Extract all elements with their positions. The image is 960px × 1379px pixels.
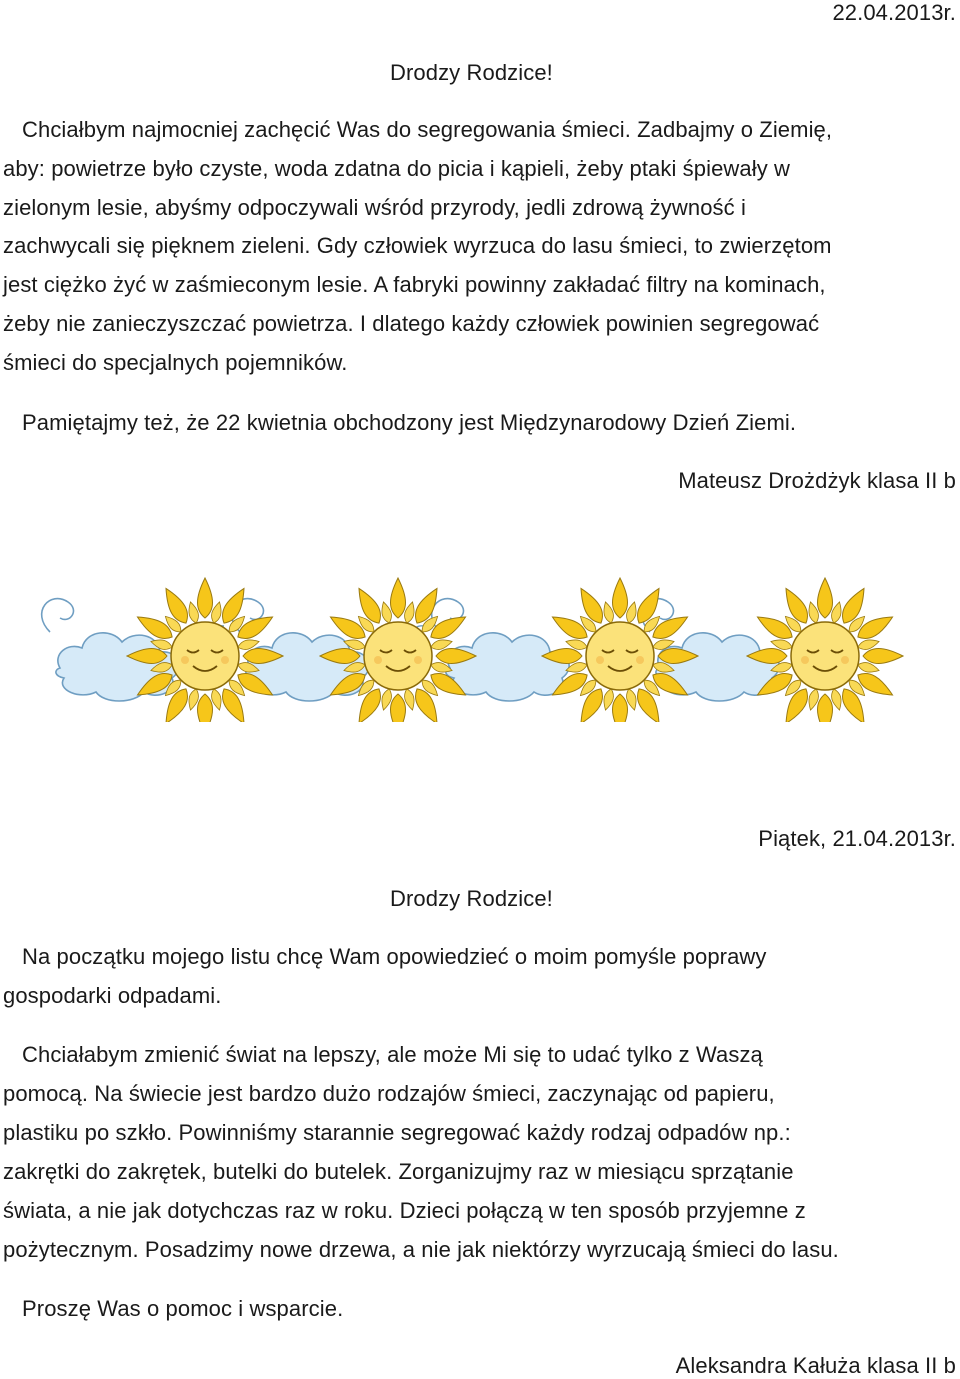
letter2-text-line: Chciałabym zmienić świat na lepszy, ale może Mi się to udać tylko z Waszą — [22, 1042, 763, 1067]
letter2-text-line: Na początku mojego listu chcę Wam opowiedzieć o moim pomyśle poprawy — [22, 944, 767, 969]
letter1-text-line: żeby nie zanieczyszczać powietrza. I dlatego każdy człowiek powinien segregować — [3, 311, 820, 336]
letter2-text-line: plastiku po szkło. Powinniśmy starannie segregować każdy rodzaj odpadów np.: — [3, 1120, 791, 1145]
letter1-text-line: śmieci do specjalnych pojemników. — [3, 350, 348, 375]
letter1-text-line: aby: powietrze było czyste, woda zdatna do picia i kąpieli, żeby ptaki śpiewały w — [3, 156, 791, 181]
letter1-text-line: jest ciężko żyć w zaśmieconym lesie. A fabryki powinny zakładać filtry na kominach, — [3, 272, 826, 297]
letter1-signature: Mateusz Drożdżyk klasa II b — [678, 468, 956, 493]
letter2-date: Piątek, 21.04.2013r. — [758, 826, 956, 851]
letter1-text-line: zachwycali się pięknem zieleni. Gdy człowiek wyrzuca do lasu śmieci, to zwierzętom — [3, 233, 832, 258]
letter2-closing: Proszę Was o pomoc i wsparcie. — [22, 1296, 344, 1321]
letter2-text-line: zakrętki do zakrętek, butelki do butelek. Zorganizujmy raz w miesiącu sprzątanie — [3, 1159, 794, 1184]
sun-icon — [542, 578, 698, 722]
letter1-earth-day-note: Pamiętajmy też, że 22 kwietnia obchodzony jest Międzynarodowy Dzień Ziemi. — [22, 410, 797, 435]
letter1-text-line: zielonym lesie, abyśmy odpoczywali wśród przyrody, jedli zdrową żywność i — [3, 195, 746, 220]
letter1-greeting: Drodzy Rodzice! — [390, 60, 553, 85]
sun-icon — [747, 578, 903, 722]
letter1-text-line: Chciałbym najmocniej zachęcić Was do segregowania śmieci. Zadbajmy o Ziemię, — [22, 117, 833, 142]
sun-icon — [127, 578, 283, 722]
letter1-date: 22.04.2013r. — [832, 0, 956, 25]
letter2-text-line: świata, a nie jak dotychczas raz w roku. Dzieci połączą w ten sposób przyjemne z — [3, 1198, 806, 1223]
letter2-greeting: Drodzy Rodzice! — [390, 886, 553, 911]
suns-clouds-divider — [40, 572, 920, 722]
letter2-text-line: pomocą. Na świecie jest bardzo dużo rodzajów śmieci, zaczynając od papieru, — [3, 1081, 775, 1106]
letter2-signature: Aleksandra Kałuża klasa II b — [675, 1353, 956, 1378]
letter2-text-line: gospodarki odpadami. — [3, 983, 222, 1008]
letter2-text-line: pożytecznym. Posadzimy nowe drzewa, a nie jak niektórzy wyrzucają śmieci do lasu. — [3, 1237, 839, 1262]
